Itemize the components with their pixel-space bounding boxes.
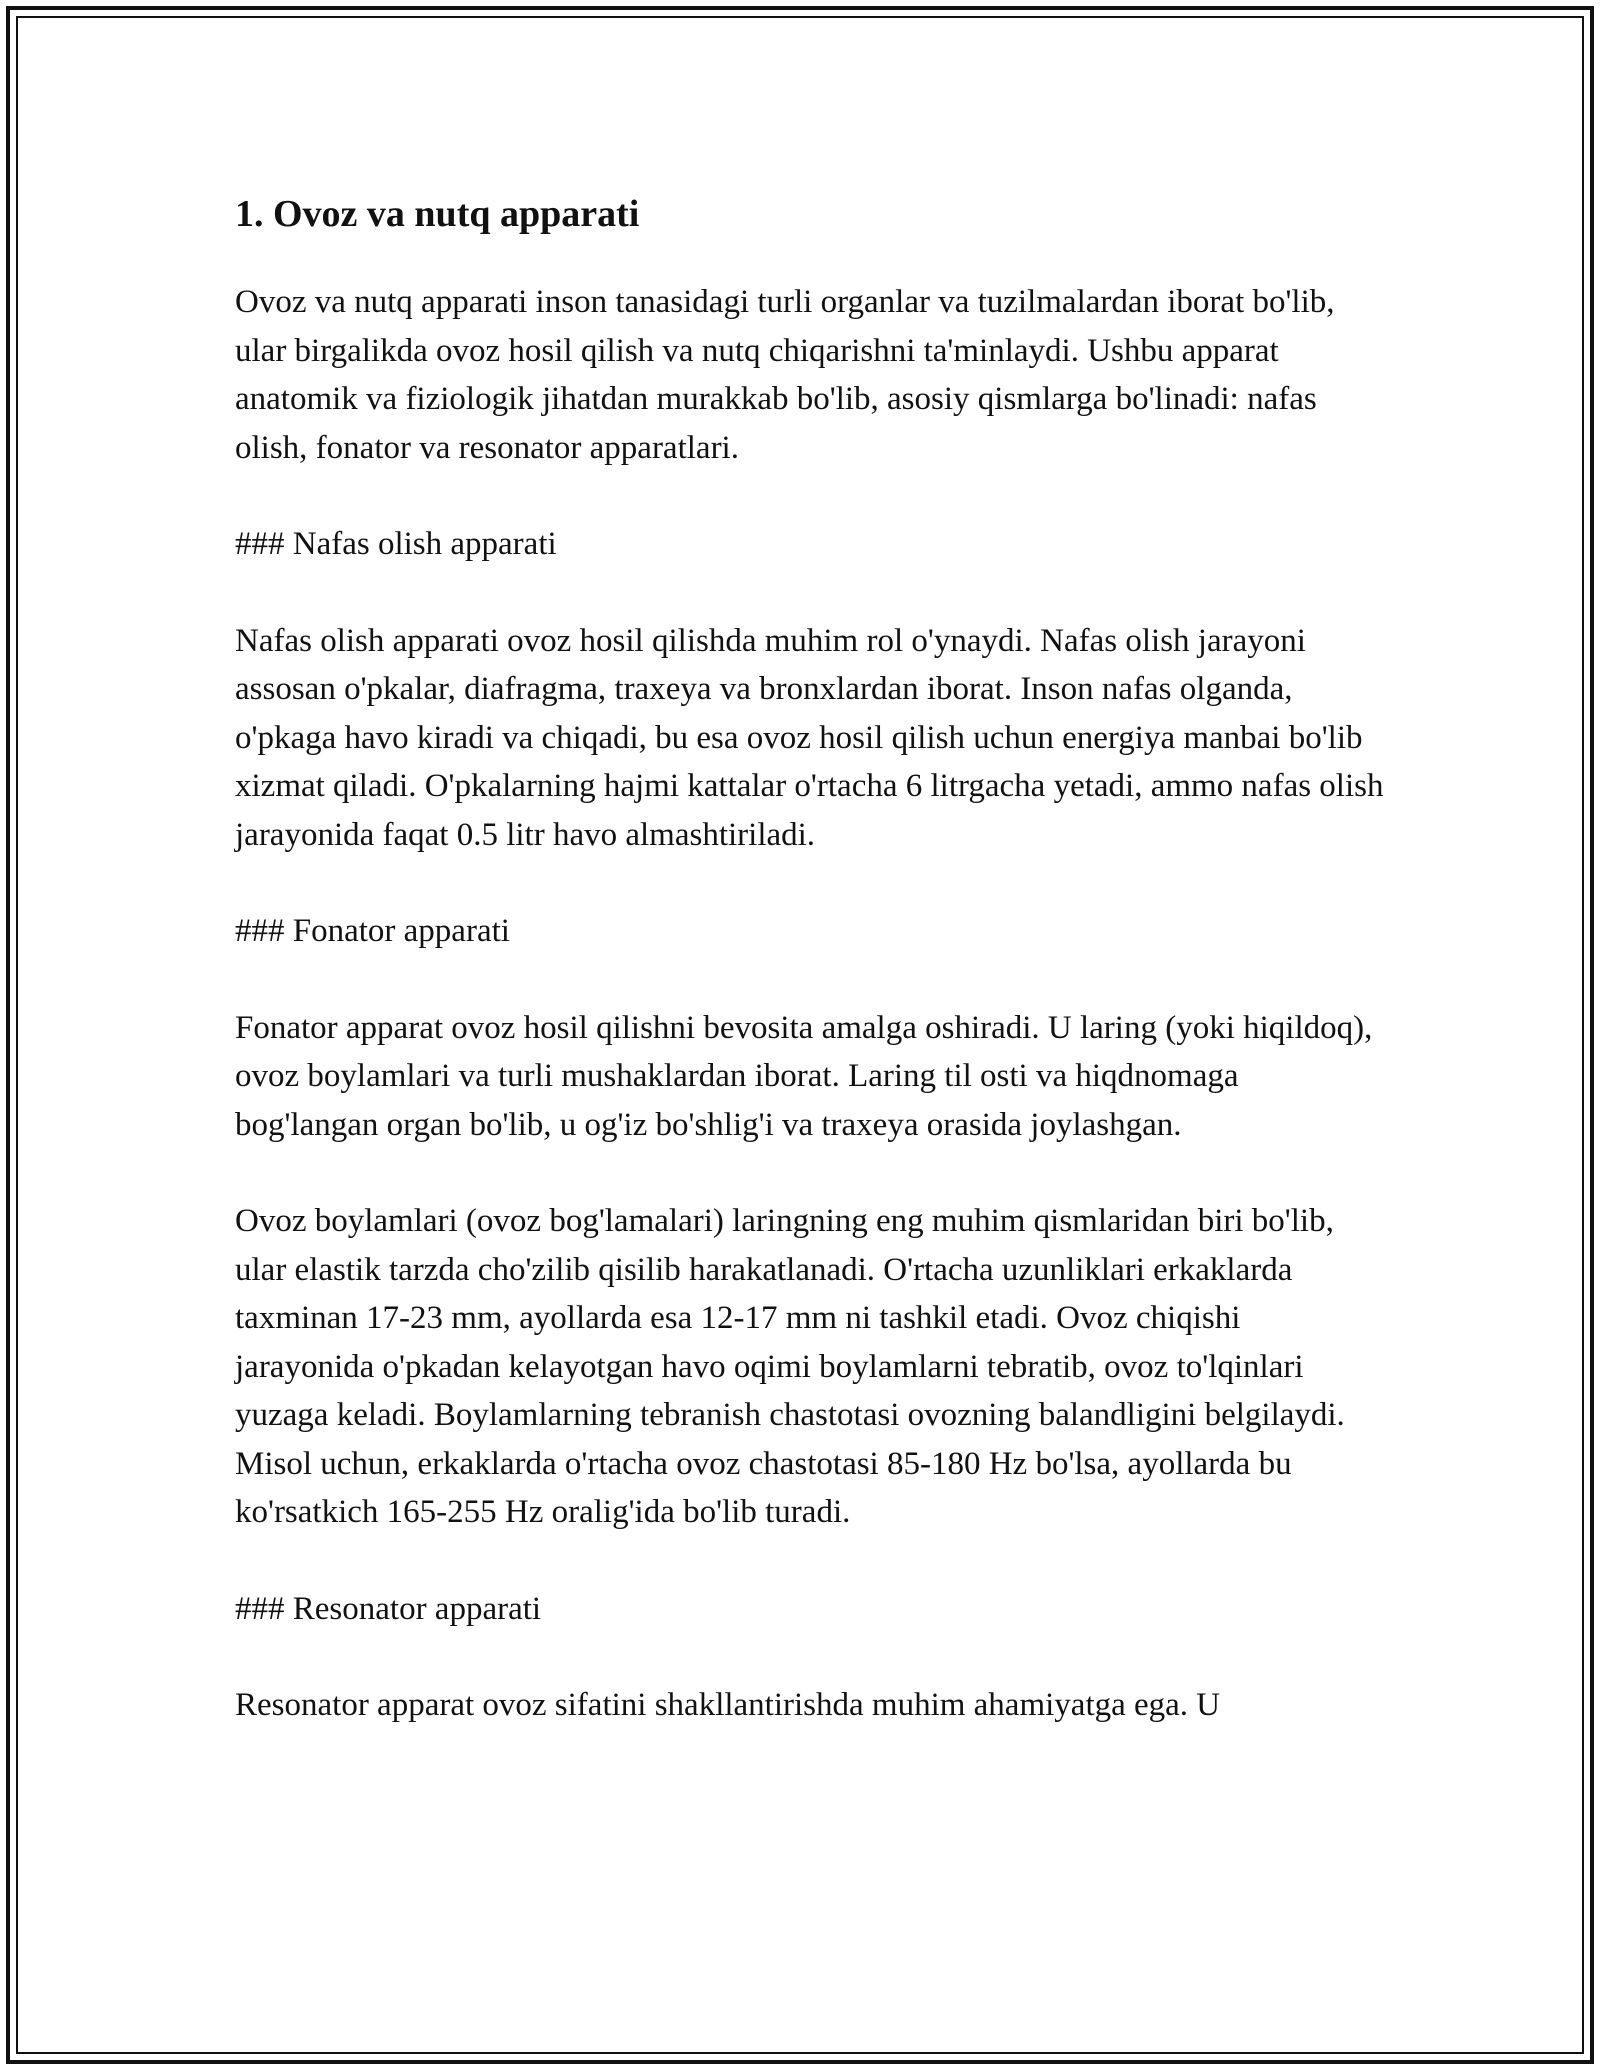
intro-paragraph: Ovoz va nutq apparati inson tanasidagi turli organlar va tuzilmalardan iborat bo'lib, ular birgalikda ovoz hosil qilish va nutq chiqarishni ta'minlaydi. Ushbu apparat anatomik va fiziologik jihatdan murakkab bo'lib, asosiy qismlarga bo'linadi: nafas olish, fonator va resonator apparatlari. bbox=[235, 284, 1335, 466]
resonator-paragraph: Resonator apparat ovoz sifatini shakllantirishda muhim ahamiyatga ega. U bbox=[235, 1687, 1221, 1723]
ovoz-boylamlari-paragraph: Ovoz boylamlari (ovoz bog'lamalari) laringning eng muhim qismlaridan biri bo'lib, ular elastik tarzda cho'zilib qisilib harakatlanadi. O'rtacha uzunliklari erkaklarda taxminan 17-23 mm, ayollarda esa 12-17 mm ni tashkil etadi. Ovoz chiqishi jarayonida o'pkadan kelayotgan havo oqimi boylamlarni tebratib, ovoz to'lqinlari yuzaga keladi. Boylamlarning tebranish chastotasi ovozning balandligini belgilaydi. Misol uchun, erkaklarda o'rtacha ovoz chastotasi 85-180 Hz bo'lsa, ayollarda bu ko'rsatkich 165-255 Hz oralig'ida bo'lib turadi. bbox=[235, 1203, 1345, 1530]
nafas-olish-paragraph: Nafas olish apparati ovoz hosil qilishda muhim rol o'ynaydi. Nafas olish jarayoni assosan o'pkalar, diafragma, traxeya va bronxlardan iborat. Inson nafas olganda, o'pkaga havo kiradi va chiqadi, bu esa ovoz hosil qilish uchun energiya manbai bo'lib xizmat qiladi. O'pkalarning hajmi kattalar o'rtacha 6 litrgacha yetadi, ammo nafas olish jarayonida faqat 0.5 litr havo almashtiriladi. bbox=[235, 622, 1384, 853]
subheading-fonator: ### Fonator apparati bbox=[235, 913, 510, 949]
subheading-nafas-olish: ### Nafas olish apparati bbox=[235, 526, 557, 562]
section-title: 1. Ovoz va nutq apparati bbox=[235, 193, 640, 235]
document-body bbox=[235, 186, 1385, 1778]
fonator-paragraph: Fonator apparat ovoz hosil qilishni bevosita amalga oshiradi. U laring (yoki hiqildoq), ovoz boylamlari va turli mushaklardan iborat. Laring til osti va hiqdnomaga bog'langan organ bo'lib, u og'iz bo'shlig'i va traxeya orasida joylashgan. bbox=[235, 1009, 1373, 1143]
subheading-resonator: ### Resonator apparati bbox=[235, 1590, 542, 1627]
